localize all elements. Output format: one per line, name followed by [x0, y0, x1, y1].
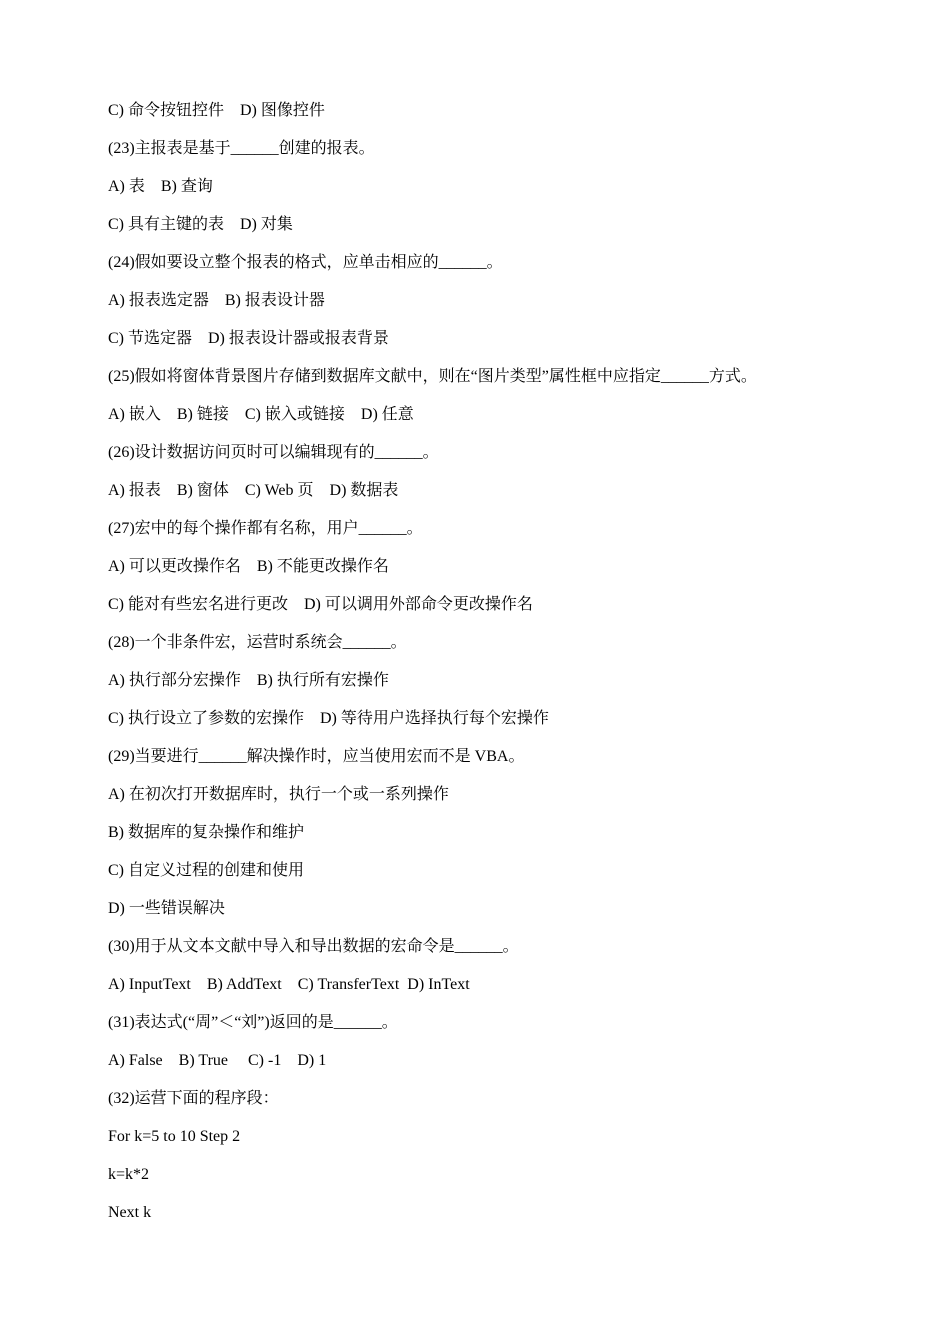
question-27: (27)宏中的每个操作都有名称，用户______。 [108, 520, 423, 537]
question-26: (26)设计数据访问页时可以编辑现有的______。 [108, 444, 439, 461]
question-30: (30)用于从文本文献中导入和导出数据的宏命令是______。 [108, 938, 519, 955]
text-line: C) 具有主键的表 D) 对集 [108, 216, 293, 233]
question-24: (24)假如要设立整个报表的格式，应单击相应的______。 [108, 254, 503, 271]
text-line: A) InputText B) AddText C) TransferText D) InText [108, 976, 470, 993]
text-line: C) 节选定器 D) 报表设计器或报表背景 [108, 330, 389, 347]
code-line: For k=5 to 10 Step 2 [108, 1128, 241, 1145]
code-line: Next k [108, 1204, 152, 1221]
question-29: (29)当要进行______解决操作时，应当使用宏而不是 VBA。 [108, 748, 525, 765]
text-line: A) 嵌入 B) 链接 C) 嵌入或链接 D) 任意 [108, 406, 414, 423]
text-line: A) False B) True C) -1 D) 1 [108, 1052, 327, 1069]
text-line: C) 能对有些宏名进行更改 D) 可以调用外部命令更改操作名 [108, 596, 533, 613]
code-line: k=k*2 [108, 1166, 150, 1183]
text-line: A) 执行部分宏操作 B) 执行所有宏操作 [108, 672, 389, 689]
text-line: A) 表 B) 查询 [108, 178, 213, 195]
question-32: (32)运营下面的程序段： [108, 1090, 279, 1107]
text-line: C) 自定义过程的创建和使用 [108, 862, 305, 879]
question-28: (28)一个非条件宏，运营时系统会______。 [108, 634, 407, 651]
text-line: A) 报表选定器 B) 报表设计器 [108, 292, 325, 309]
text-line: B) 数据库的复杂操作和维护 [108, 824, 305, 841]
text-line: A) 报表 B) 窗体 C) Web 页 D) 数据表 [108, 482, 399, 499]
text-line: C) 执行设立了参数的宏操作 D) 等待用户选择执行每个宏操作 [108, 710, 549, 727]
text-line: A) 可以更改操作名 B) 不能更改操作名 [108, 558, 389, 575]
text-line: A) 在初次打开数据库时，执行一个或一系列操作 [108, 786, 449, 803]
question-23: (23)主报表是基于______创建的报表。 [108, 140, 375, 157]
question-31: (31)表达式(“周”＜“刘”)返回的是______。 [108, 1014, 398, 1031]
text-line: D) 一些错误解决 [108, 900, 225, 917]
question-25: (25)假如将窗体背景图片存储到数据库文献中，则在“图片类型”属性框中应指定______方式。 [108, 368, 757, 385]
text-line: C) 命令按钮控件 D) 图像控件 [108, 102, 325, 119]
